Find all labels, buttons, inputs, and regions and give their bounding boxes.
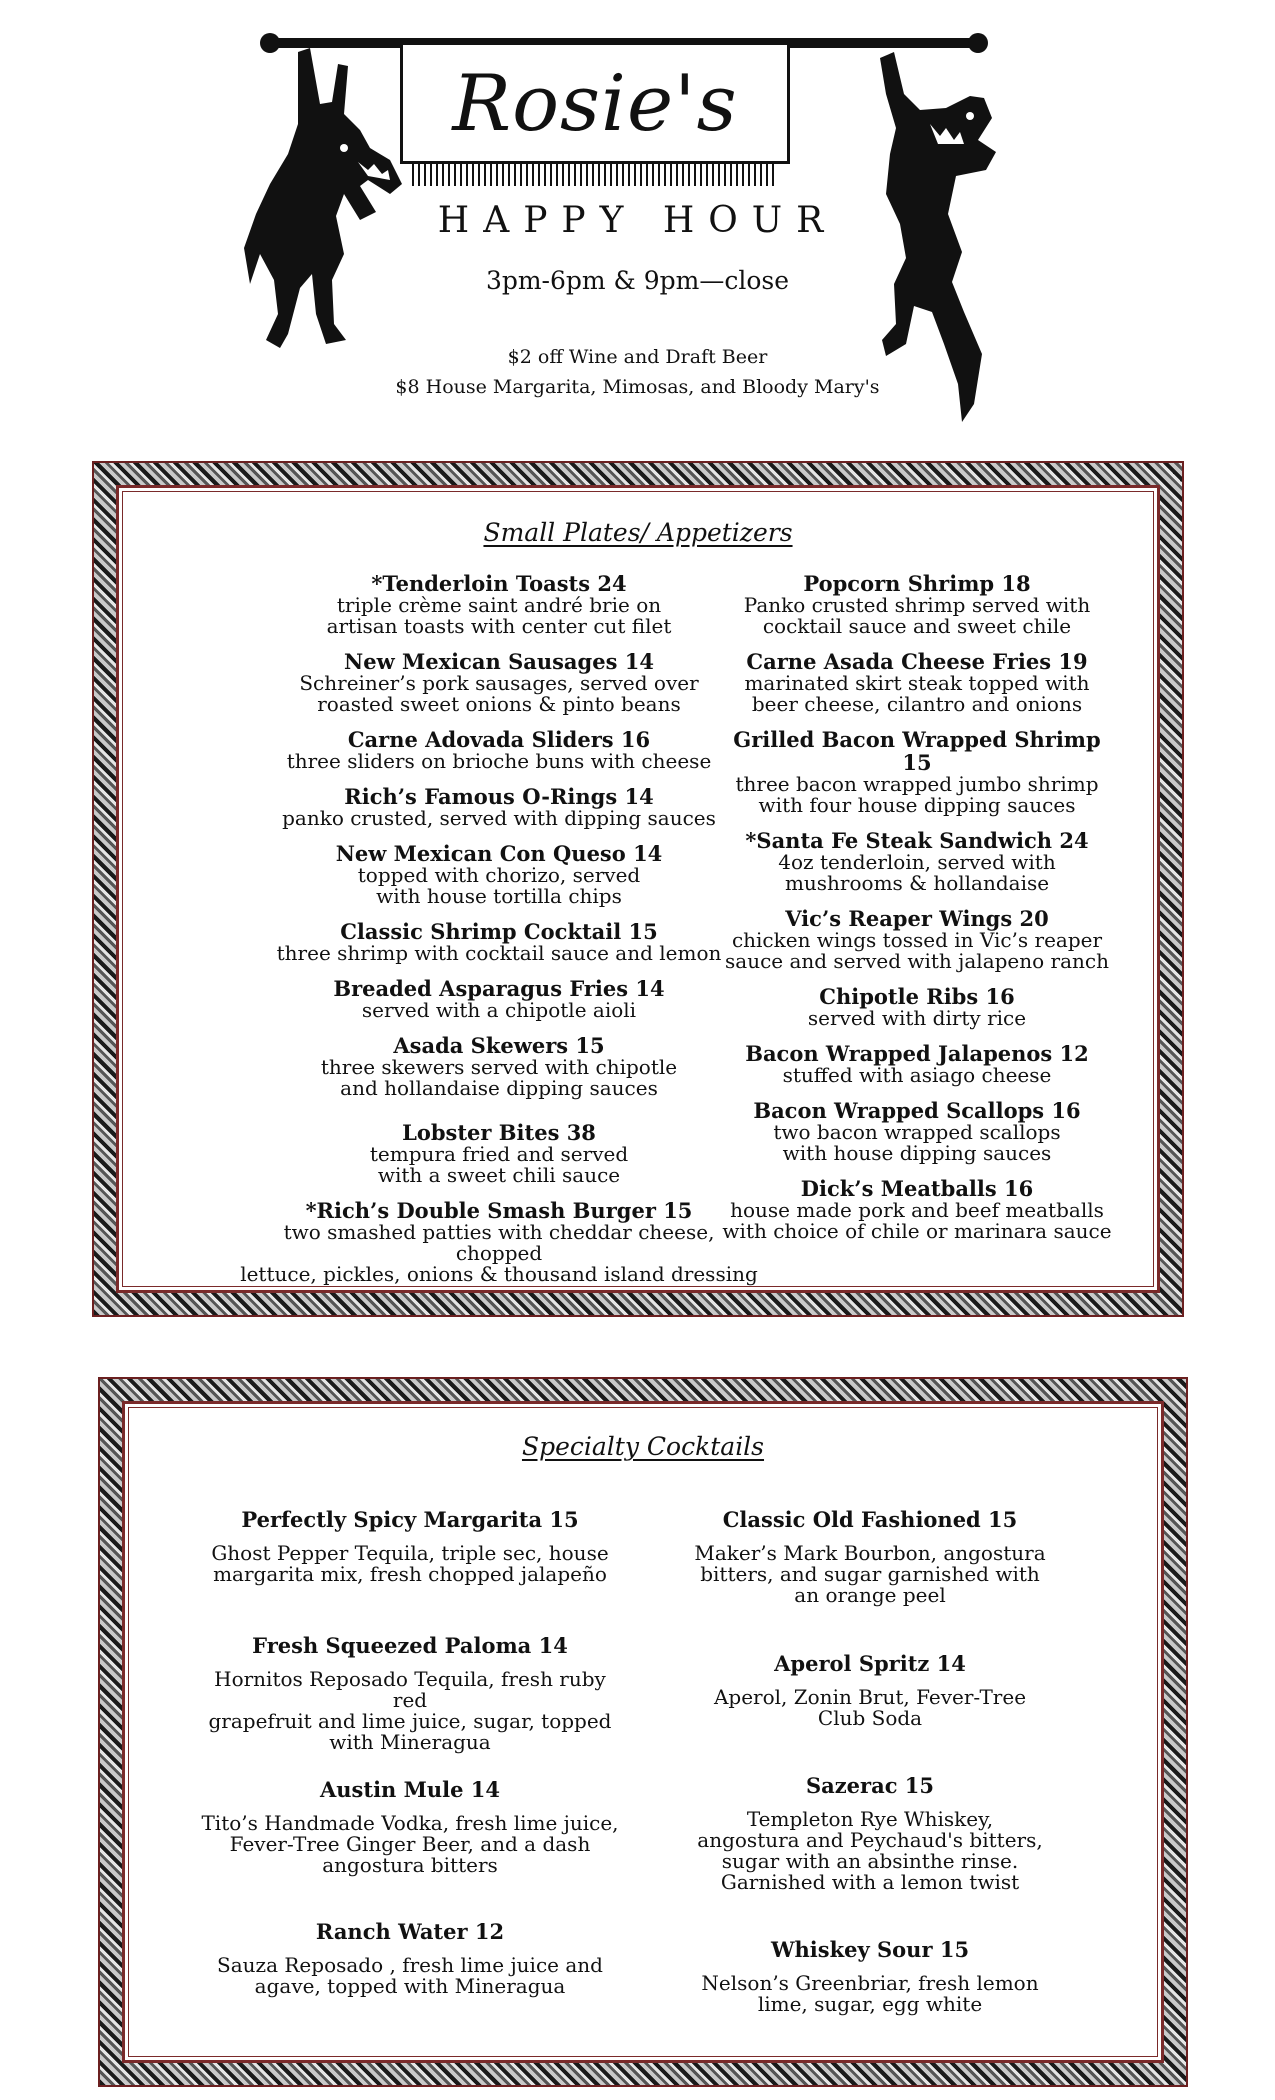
menu-item-desc: Templeton Rye Whiskey, <box>746 1807 994 1831</box>
menu-item-title: Lobster Bites 38 <box>402 1120 596 1145</box>
appetizers-left-column <box>239 572 759 1298</box>
menu-item-desc: Maker’s Mark Bourbon, angostura <box>694 1541 1046 1565</box>
menu-item-title: Bacon Wrapped Jalapenos 12 <box>745 1041 1089 1066</box>
header <box>0 0 1275 420</box>
menu-item-desc: Panko crusted shrimp served with <box>743 593 1091 617</box>
menu-item-title: Chipotle Ribs 16 <box>819 984 1015 1009</box>
menu-item-title: Fresh Squeezed Paloma 14 <box>252 1633 568 1658</box>
cocktails-heading: Specialty Cocktails <box>521 1432 765 1461</box>
menu-item-desc: margarita mix, fresh chopped jalapeño <box>213 1562 607 1586</box>
menu-item-desc: marinated skirt steak topped with <box>744 671 1090 695</box>
menu-item <box>717 985 1117 1029</box>
menu-item-desc: with choice of chile or marinara sauce <box>722 1219 1112 1243</box>
menu-item-desc: three bacon wrapped jumbo shrimp <box>735 772 1099 796</box>
cocktails-frame <box>98 1377 1188 2087</box>
menu-item-desc: Sauza Reposado , fresh lime juice and <box>217 1953 603 1977</box>
cocktails-left-column <box>200 1508 620 1997</box>
menu-item-desc: two smashed patties with cheddar cheese, chopped <box>283 1220 715 1265</box>
menu-item-desc: with Mineragua <box>329 1730 491 1754</box>
menu-item-title: Asada Skewers 15 <box>393 1033 605 1058</box>
banner-fringe <box>412 164 778 186</box>
menu-item <box>239 1199 759 1285</box>
menu-item <box>200 1634 620 1778</box>
menu-item-title: Dick’s Meatballs 16 <box>800 1176 1034 1201</box>
menu-item-desc: house made pork and beef meatballs <box>730 1198 1104 1222</box>
menu-item <box>717 907 1117 972</box>
menu-item-desc: and hollandaise dipping sauces <box>340 1076 658 1100</box>
menu-item-desc: Aperol, Zonin Brut, Fever-Tree <box>713 1685 1027 1709</box>
menu-item-title: Classic Shrimp Cocktail 15 <box>340 919 658 944</box>
menu-item-desc: tempura fried and served <box>369 1142 629 1166</box>
hanging-dog-left-icon <box>240 44 410 354</box>
menu-item-desc: Ghost Pepper Tequila, triple sec, house <box>211 1541 609 1565</box>
menu-item-title: New Mexican Con Queso 14 <box>335 841 663 866</box>
menu-item-desc: with four house dipping sauces <box>758 793 1076 817</box>
menu-item-desc: stuffed with asiago cheese <box>782 1063 1052 1087</box>
menu-item <box>717 572 1117 637</box>
menu-item <box>200 1508 620 1634</box>
menu-item-desc: three shrimp with cocktail sauce and lemon <box>276 941 722 965</box>
menu-item <box>670 1508 1070 1652</box>
appetizers-heading: Small Plates/ Appetizers <box>483 518 793 547</box>
menu-item-desc: grapefruit and lime juice, sugar, topped <box>208 1709 612 1733</box>
menu-item-desc: Garnished with a lemon twist <box>720 1870 1020 1894</box>
appetizers-right-column <box>717 572 1117 1255</box>
menu-item-desc: agave, topped with Mineragua <box>254 1974 566 1998</box>
menu-item-desc: artisan toasts with center cut filet <box>326 614 672 638</box>
menu-item-desc: sauce and served with jalapeno ranch <box>725 949 1109 973</box>
happy-hour-times: 3pm-6pm & 9pm—close <box>485 266 790 295</box>
menu-item <box>200 1778 620 1920</box>
menu-item-title: Grilled Bacon Wrapped Shrimp 15 <box>733 727 1101 775</box>
menu-item-desc: beer cheese, cilantro and onions <box>751 692 1083 716</box>
menu-item <box>239 728 759 772</box>
appetizers-panel <box>116 485 1160 1293</box>
menu-item <box>670 1774 1070 1938</box>
menu-item <box>200 1920 620 1997</box>
menu-item <box>239 1034 759 1099</box>
menu-item <box>670 1938 1070 2015</box>
menu-item-desc: Fever-Tree Ginger Beer, and a dash <box>229 1832 591 1856</box>
menu-item <box>670 1652 1070 1774</box>
restaurant-name: Rosie's <box>452 59 738 149</box>
menu-item-desc: served with dirty rice <box>807 1006 1027 1030</box>
menu-item-desc: two bacon wrapped scallops <box>773 1120 1061 1144</box>
menu-item-title: Popcorn Shrimp 18 <box>803 571 1031 596</box>
menu-item-desc: angostura bitters <box>322 1853 498 1877</box>
menu-item <box>717 728 1117 816</box>
menu-item-title: Classic Old Fashioned 15 <box>722 1507 1018 1532</box>
menu-item <box>239 572 759 637</box>
menu-item-desc: Nelson’s Greenbriar, fresh lemon <box>701 1971 1039 1995</box>
menu-item-desc: with house tortilla chips <box>376 884 622 908</box>
menu-item-title: Ranch Water 12 <box>315 1919 505 1944</box>
menu-item-desc: Schreiner’s pork sausages, served over <box>299 671 699 695</box>
menu-item-title: Vic’s Reaper Wings 20 <box>785 906 1049 931</box>
menu-item-desc: Tito’s Handmade Vodka, fresh lime juice, <box>201 1811 619 1835</box>
menu-item <box>239 842 759 907</box>
menu-item-title: Austin Mule 14 <box>319 1777 501 1802</box>
menu-item-desc: lettuce, pickles, onions & thousand island dressing <box>240 1262 758 1286</box>
menu-item-title: Perfectly Spicy Margarita 15 <box>241 1507 579 1532</box>
menu-item-desc: an orange peel <box>794 1583 946 1607</box>
menu-item-desc: cocktail sauce and sweet chile <box>762 614 1072 638</box>
menu-item-desc: mushrooms & hollandaise <box>784 871 1050 895</box>
menu-item-title: Carne Asada Cheese Fries 19 <box>746 649 1088 674</box>
menu-item-title: *Rich’s Double Smash Burger 15 <box>305 1198 693 1223</box>
happy-hour-title: HAPPY HOUR <box>437 200 838 241</box>
menu-item <box>239 920 759 964</box>
menu-item-desc: three sliders on brioche buns with cheese <box>286 749 712 773</box>
menu-item-desc: served with a chipotle aioli <box>361 998 637 1022</box>
menu-item-title: Sazerac 15 <box>805 1773 935 1798</box>
happy-hour-deal: $2 off Wine and Draft Beer <box>507 346 768 368</box>
menu-item-title: Breaded Asparagus Fries 14 <box>333 976 665 1001</box>
menu-item-desc: roasted sweet onions & pinto beans <box>317 692 681 716</box>
menu-item <box>717 650 1117 715</box>
menu-item-desc: triple crème saint andré brie on <box>336 593 662 617</box>
menu-item-title: New Mexican Sausages 14 <box>344 649 654 674</box>
menu-item-title: Carne Adovada Sliders 16 <box>347 727 651 752</box>
menu-item-desc: lime, sugar, egg white <box>757 1992 983 2016</box>
menu-item <box>239 785 759 829</box>
restaurant-name-banner <box>400 42 790 164</box>
menu-item <box>717 829 1117 894</box>
menu-item-desc: Club Soda <box>817 1706 923 1730</box>
menu-item-title: *Tenderloin Toasts 24 <box>371 571 627 596</box>
menu-item <box>239 1121 759 1186</box>
menu-item-desc: panko crusted, served with dipping sauces <box>282 806 716 830</box>
menu-item-desc: sugar with an absinthe rinse. <box>721 1849 1019 1873</box>
cocktails-panel <box>122 1401 1164 2063</box>
menu-item-title: Rich’s Famous O-Rings 14 <box>344 784 654 809</box>
menu-item-desc: angostura and Peychaud's bitters, <box>697 1828 1043 1852</box>
menu-item-desc: three skewers served with chipotle <box>320 1055 678 1079</box>
menu-item-desc: bitters, and sugar garnished with <box>700 1562 1040 1586</box>
menu-item-desc: chicken wings tossed in Vic’s reaper <box>731 928 1103 952</box>
menu-item-desc: with a sweet chili sauce <box>377 1163 621 1187</box>
menu-item <box>717 1099 1117 1164</box>
menu-item-desc: with house dipping sauces <box>782 1141 1052 1165</box>
appetizers-frame <box>92 461 1184 1317</box>
menu-item-title: *Santa Fe Steak Sandwich 24 <box>745 828 1089 853</box>
cocktails-right-column <box>670 1508 1070 2015</box>
menu-item <box>717 1042 1117 1086</box>
menu-item <box>239 977 759 1021</box>
menu-item-title: Aperol Spritz 14 <box>774 1651 966 1676</box>
menu-item-desc: topped with chorizo, served <box>357 863 641 887</box>
menu-item-title: Bacon Wrapped Scallops 16 <box>753 1098 1081 1123</box>
menu-item-title: Whiskey Sour 15 <box>770 1937 970 1962</box>
menu-item-desc: 4oz tenderloin, served with <box>778 850 1056 874</box>
happy-hour-deal: $8 House Margarita, Mimosas, and Bloody Mary's <box>395 376 880 398</box>
menu-item-desc: Hornitos Reposado Tequila, fresh ruby red <box>214 1667 606 1712</box>
menu-item <box>239 650 759 715</box>
menu-item <box>717 1177 1117 1242</box>
